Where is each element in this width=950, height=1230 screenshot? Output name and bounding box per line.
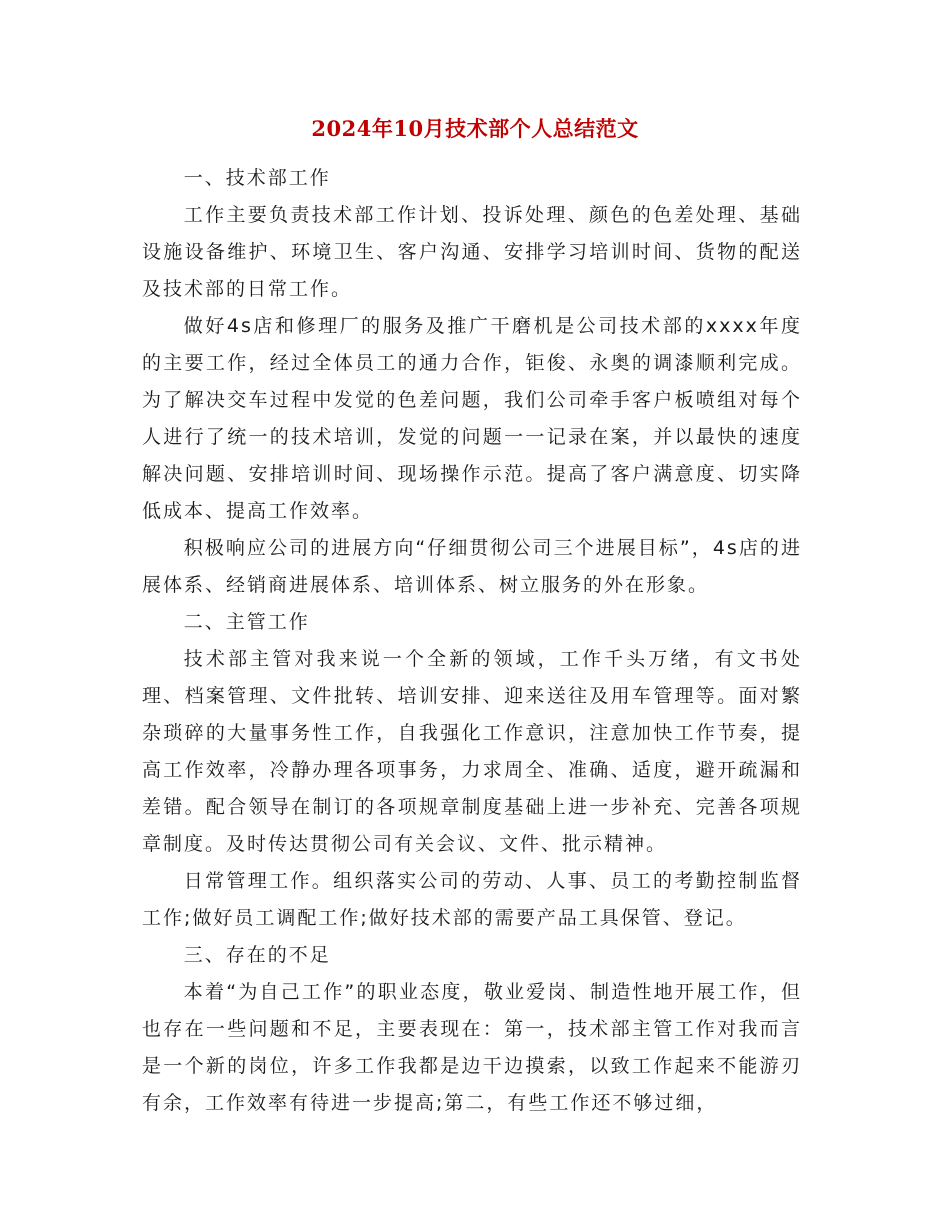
section-heading: 一、技术部工作 <box>183 167 331 189</box>
paragraph: 本着“为自己工作”的职业态度，敬业爱岗、制造性地开展工作，但也存在一些问题和不足，主要表现在：第一，技术部主管工作对我而言是一个新的岗位，许多工作我都是边干边摸索，以致工作起来不能游刃有余，工作效率有待进一步提高;第二，有些工作还不够过细， <box>142 981 802 1114</box>
section-heading: 三、存在的不足 <box>183 944 331 966</box>
paragraph: 做好4s店和修理厂的服务及推广干磨机是公司技术部的xxxx年度的主要工作，经过全体员工的通力合作，钜俊、永奥的调漆顺利完成。为了解决交车过程中发觉的色差问题，我们公司牵手客户板喷组对每个人进行了统一的技术培训，发觉的问题一一记录在案，并以最快的速度解决问题、安排培训时间、现场操作示范。提高了客户满意度、切实降低成本、提高工作效率。 <box>142 315 802 522</box>
section-heading: 二、主管工作 <box>183 611 310 633</box>
paragraph: 积极响应公司的进展方向“仔细贯彻公司三个进展目标”，4s店的进展体系、经销商进展体系、培训体系、树立服务的外在形象。 <box>142 537 802 596</box>
paragraph: 工作主要负责技术部工作计划、投诉处理、颜色的色差处理、基础设施设备维护、环境卫生、客户沟通、安排学习培训时间、货物的配送及技术部的日常工作。 <box>142 204 802 300</box>
document-title: 2024年10月技术部个人总结范文 <box>311 116 639 141</box>
paragraph: 技术部主管对我来说一个全新的领域，工作千头万绪，有文书处理、档案管理、文件批转、培训安排、迎来送往及用车管理等。面对繁杂琐碎的大量事务性工作，自我强化工作意识，注意加快工作节奏，提高工作效率，冷静办理各项事务，力求周全、准确、适度，避开疏漏和差错。配合领导在制订的各项规章制度基础上进一步补充、完善各项规章制度。及时传达贯彻公司有关会议、文件、批示精神。 <box>142 648 802 855</box>
paragraph: 日常管理工作。组织落实公司的劳动、人事、员工的考勤控制监督工作;做好员工调配工作;做好技术部的需要产品工具保管、登记。 <box>142 870 802 929</box>
document-body <box>142 160 802 1122</box>
